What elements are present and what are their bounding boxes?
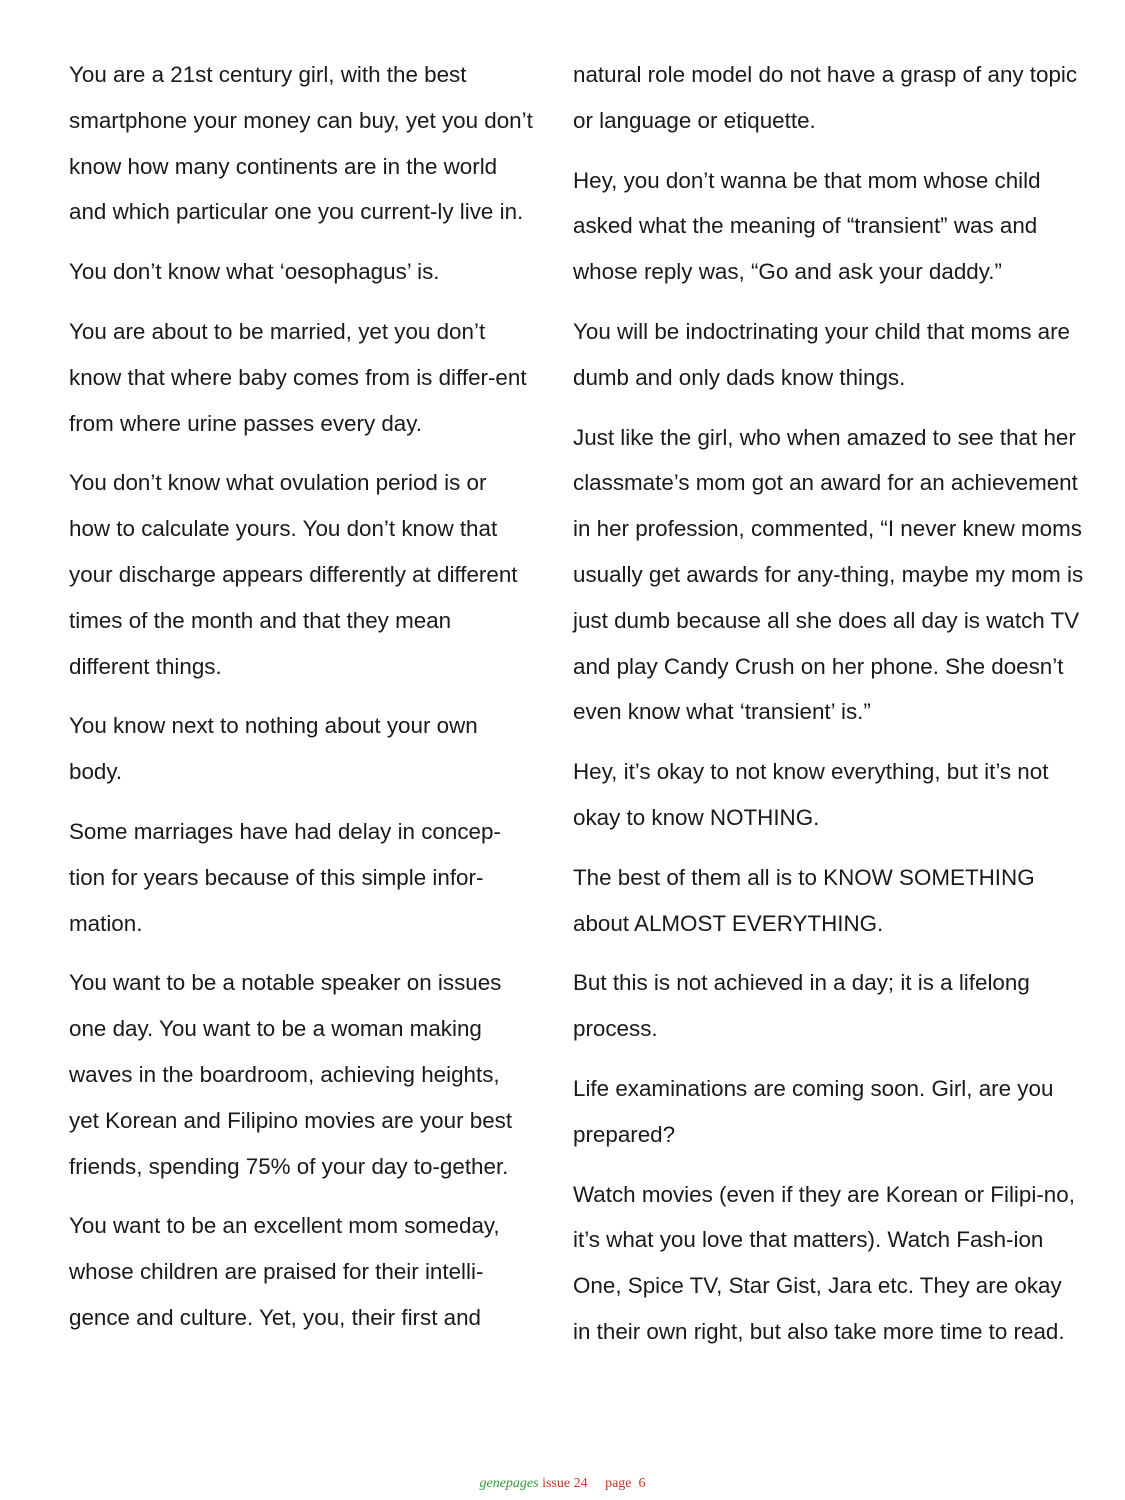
left-column [69, 52, 533, 1355]
paragraph: You know next to nothing about your own body. [69, 713, 478, 785]
paragraph: Life examinations are coming soon. Girl, are you prepared? [573, 1075, 1054, 1147]
paragraph: But this is not achieved in a day; it is a lifelong process. [573, 970, 1030, 1042]
page-footer [0, 1476, 1125, 1492]
paragraph: Some marriages have had delay in concep-tion for years because of this simple infor-mation. [69, 818, 501, 936]
paragraph: natural role model do not have a grasp of any topic or language or etiquette. [573, 62, 1078, 133]
paragraph: You don’t know what ‘oesophagus’ is. [69, 259, 440, 285]
paragraph: You want to be a notable speaker on issues one day. You want to be a woman making waves in the boardroom, achieving heights, yet Korean and Filipino movies are your best friends, spending 75% of your day to-gether. [69, 970, 513, 1179]
right-column [573, 52, 1085, 1369]
paragraph: You are a 21st century girl, with the best smartphone your money can buy, yet you don’t know how many continents are in the world and which particular one you current-ly live in. [69, 62, 533, 225]
paragraph: You want to be an excellent mom someday, whose children are praised for their intelli-gence and culture. Yet, you, their first and [69, 1213, 500, 1330]
paragraph: You are about to be married, yet you don’t know that where baby comes from is differ-ent from where urine passes every day. [69, 318, 527, 436]
paragraph: Hey, it’s okay to not know everything, but it’s not okay to know NOTHING. [573, 759, 1049, 830]
paragraph: You will be indoctrinating your child that moms are dumb and only dads know things. [573, 318, 1070, 390]
footer-brand: genepages [479, 1476, 539, 1491]
paragraph: Hey, you don’t wanna be that mom whose child asked what the meaning of “transient” was and whose reply was, “Go and ask your daddy.” [573, 167, 1041, 285]
paragraph: Just like the girl, who when amazed to see that her classmate’s mom got an award for an achievement in her profession, commented, “I never knew moms usually get awards for any-thing, maybe my mom is just dumb because all she does all day is watch TV and play Candy Crush on her phone. She doesn’t even know what ‘transient’ is.” [573, 424, 1084, 725]
paragraph: The best of them all is to KNOW SOMETHING about ALMOST EVERYTHING. [573, 864, 1035, 936]
footer-issue: issue 24 [542, 1476, 588, 1491]
paragraph: Watch movies (even if they are Korean or Filipi-no, it’s what you love that matters). Watch Fash-ion One, Spice TV, Star Gist, Jara etc. They are okay in their own right, but also take more time to read. [573, 1181, 1075, 1344]
paragraph: You don’t know what ovulation period is or how to calculate yours. You don’t know that your discharge appears differently at different times of the month and that they mean different things. [69, 470, 518, 679]
footer-page-number: page 6 [605, 1476, 646, 1491]
